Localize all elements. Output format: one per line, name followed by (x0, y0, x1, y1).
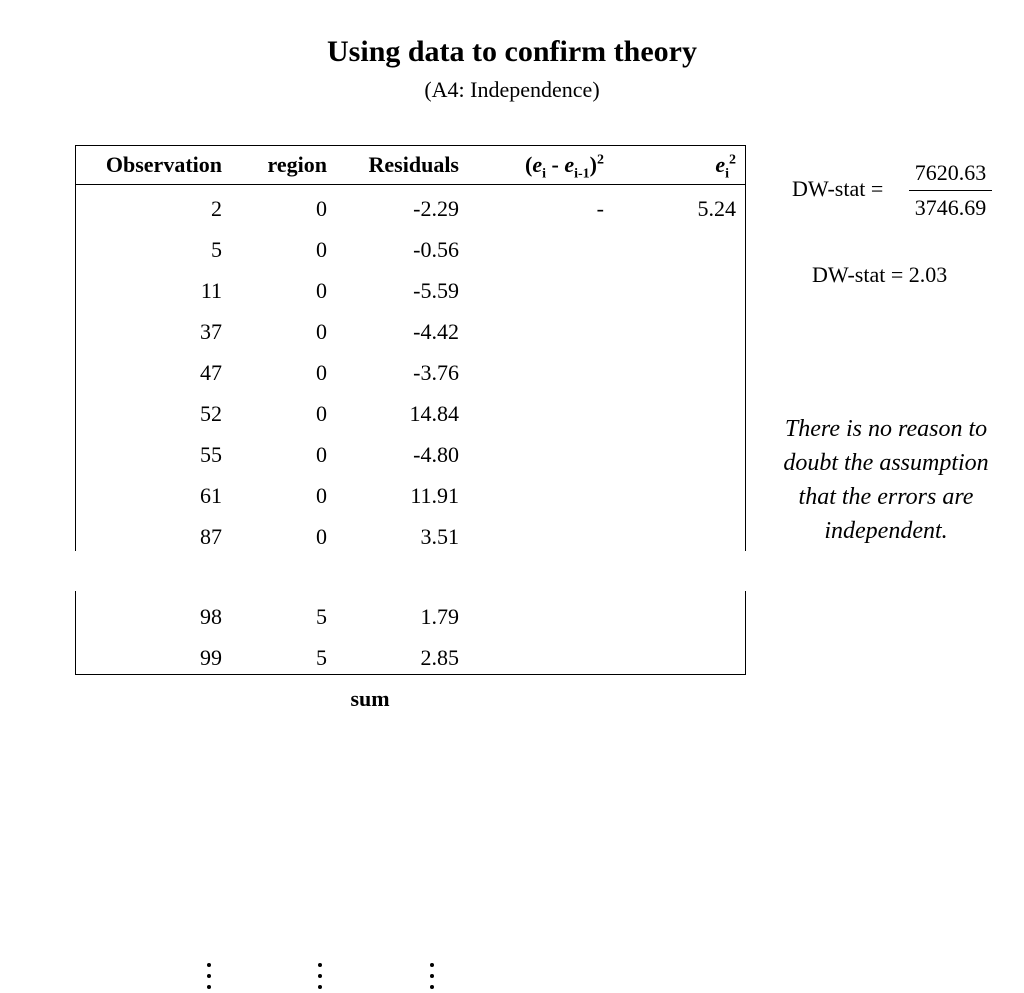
cell-observation: 55 (200, 442, 222, 467)
cell-residual: -4.80 (413, 442, 459, 467)
cell-region: 0 (316, 360, 327, 385)
cell-region: 5 (316, 645, 327, 670)
header-diff-i: i (542, 166, 547, 182)
cell-observation: 11 (200, 278, 222, 303)
cell-observation: 2 (211, 196, 222, 221)
header-region: region (267, 152, 327, 177)
cell-residual: -2.29 (413, 196, 459, 221)
cell-residual: -4.42 (413, 319, 459, 344)
ellipsis-dots-residuals (429, 963, 435, 993)
slide-title: Using data to confirm theory (327, 35, 697, 68)
cell-e-sq: 5.24 (697, 196, 736, 221)
sum-label: sum (350, 686, 390, 711)
cell-residual: -0.56 (413, 237, 459, 262)
cell-observation: 98 (200, 604, 222, 629)
table-gap (73, 551, 748, 591)
cell-observation: 37 (200, 319, 222, 344)
header-residuals: Residuals (368, 152, 459, 177)
cell-observation: 99 (200, 645, 222, 670)
cell-observation: 61 (200, 483, 222, 508)
cell-region: 5 (316, 604, 327, 629)
cell-residual: -5.59 (413, 278, 459, 303)
header-sq-pow: 2 (729, 152, 736, 168)
cell-region: 0 (316, 237, 327, 262)
header-diff-close: ) (589, 152, 597, 177)
cell-residual: 14.84 (409, 401, 459, 426)
header-diff-squared (464, 152, 604, 182)
cell-region: 0 (316, 524, 327, 549)
cell-region: 0 (316, 196, 327, 221)
cell-observation: 52 (200, 401, 222, 426)
header-diff-open: ( (525, 152, 533, 177)
cell-residual: 1.79 (420, 604, 459, 629)
header-diff-pow: 2 (597, 152, 604, 168)
cell-diff-sq: - (596, 196, 604, 221)
ellipsis-dots-observation (206, 963, 212, 993)
header-diff-e1: e (532, 152, 543, 177)
cell-region: 0 (316, 278, 327, 303)
cell-observation: 87 (200, 524, 222, 549)
cell-region: 0 (316, 442, 327, 467)
dw-formula-lhs: DW-stat = (792, 176, 884, 201)
header-diff-im1: i-1 (574, 166, 590, 182)
cell-residual: 3.51 (420, 524, 459, 549)
dw-fraction (909, 160, 992, 221)
dw-numerator: 7620.63 (914, 160, 987, 185)
header-diff-mid: - (546, 152, 565, 177)
dw-result: DW-stat = 2.03 (812, 262, 948, 287)
header-e-squared (608, 152, 736, 182)
fraction-bar (909, 190, 992, 191)
dw-formula (792, 160, 1012, 230)
cell-region: 0 (316, 319, 327, 344)
cell-residual: 2.85 (420, 645, 459, 670)
header-divider (76, 184, 745, 185)
cell-observation: 47 (200, 360, 222, 385)
cell-observation: 5 (211, 237, 222, 262)
header-observation: Observation (105, 152, 222, 177)
cell-region: 0 (316, 483, 327, 508)
cell-residual: -3.76 (413, 360, 459, 385)
conclusion-note: There is no reason to doubt the assumption that the errors are independent. (783, 416, 989, 544)
cell-residual: 11.91 (410, 483, 459, 508)
header-sq-i: i (725, 166, 729, 182)
slide-subtitle: (A4: Independence) (424, 77, 600, 102)
header-sq-e: e (715, 152, 726, 177)
ellipsis-dots-region (317, 963, 323, 993)
dw-denominator: 3746.69 (914, 195, 987, 220)
header-diff-e2: e (564, 152, 575, 177)
residuals-table (75, 145, 746, 675)
cell-region: 0 (316, 401, 327, 426)
